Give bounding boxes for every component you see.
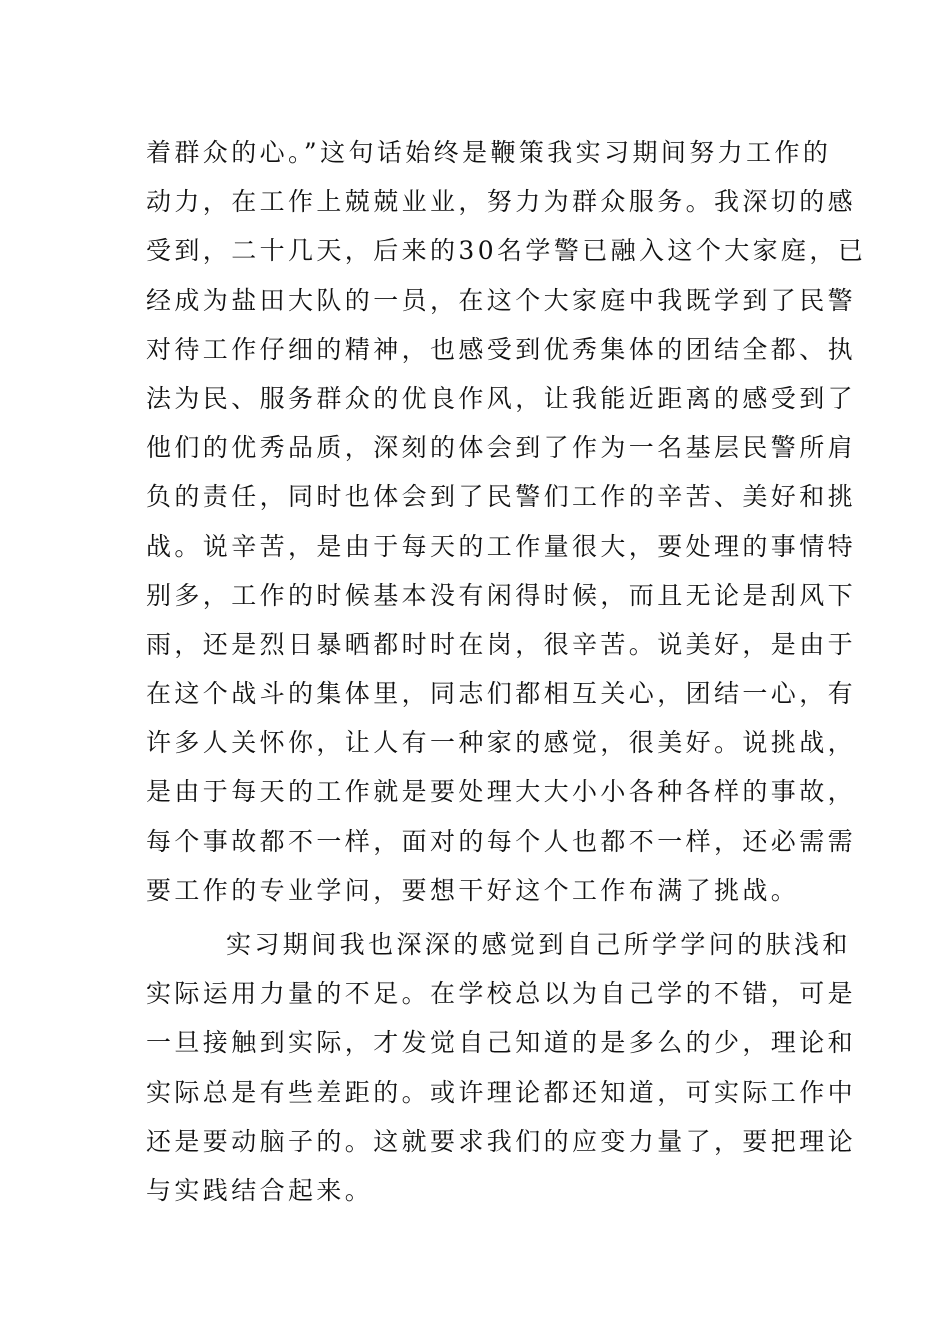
text-line: 动力，在工作上兢兢业业，努力为群众服务。我深切的感 bbox=[146, 187, 857, 217]
text-line: 经成为盐田大队的一员，在这个大家庭中我既学到了民警 bbox=[146, 285, 857, 315]
text-line: 实际总是有些差距的。或许理论都还知道，可实际工作中 bbox=[146, 1077, 857, 1107]
text-line: 受到，二十几天，后来的30名学警已融入这个大家庭，已 bbox=[146, 236, 867, 266]
text-line: 别多，工作的时候基本没有闲得时候，而且无论是刮风下 bbox=[146, 580, 857, 610]
text-line: 战。说辛苦，是由于每天的工作量很大，要处理的事情特 bbox=[146, 531, 857, 561]
text-line: 要工作的专业学问，要想干好这个工作布满了挑战。 bbox=[146, 875, 800, 905]
text-line: 对待工作仔细的精神，也感受到优秀集体的团结全都、执 bbox=[146, 334, 857, 364]
text-line: 与实践结合起来。 bbox=[146, 1175, 374, 1205]
text-line: 雨，还是烈日暴晒都时时在岗，很辛苦。说美好，是由于 bbox=[146, 629, 857, 659]
text-line: 着群众的心。”这句话始终是鞭策我实习期间努力工作的 bbox=[146, 138, 832, 167]
paragraph-1 bbox=[146, 128, 867, 915]
text-line: 负的责任，同时也体会到了民警们工作的辛苦、美好和挑 bbox=[146, 482, 857, 512]
text-line-indented: 实习期间我也深深的感觉到自己所学学问的肤浅和 bbox=[226, 930, 851, 959]
paragraph-2 bbox=[146, 920, 857, 1215]
text-line: 是由于每天的工作就是要处理大大小小各种各样的事故， bbox=[146, 777, 857, 807]
text-line: 每个事故都不一样，面对的每个人也都不一样，还必需需 bbox=[146, 826, 857, 856]
text-line: 法为民、服务群众的优良作风，让我能近距离的感受到了 bbox=[146, 383, 857, 413]
text-line: 许多人关怀你，让人有一种家的感觉，很美好。说挑战， bbox=[146, 728, 857, 758]
text-line: 一旦接触到实际，才发觉自己知道的是多么的少，理论和 bbox=[146, 1028, 857, 1058]
text-line: 还是要动脑子的。这就要求我们的应变力量了，要把理论 bbox=[146, 1126, 857, 1156]
text-line: 实际运用力量的不足。在学校总以为自己学的不错，可是 bbox=[146, 979, 857, 1009]
text-line: 他们的优秀品质，深刻的体会到了作为一名基层民警所肩 bbox=[146, 433, 857, 463]
text-line: 在这个战斗的集体里，同志们都相互关心，团结一心，有 bbox=[146, 679, 857, 709]
